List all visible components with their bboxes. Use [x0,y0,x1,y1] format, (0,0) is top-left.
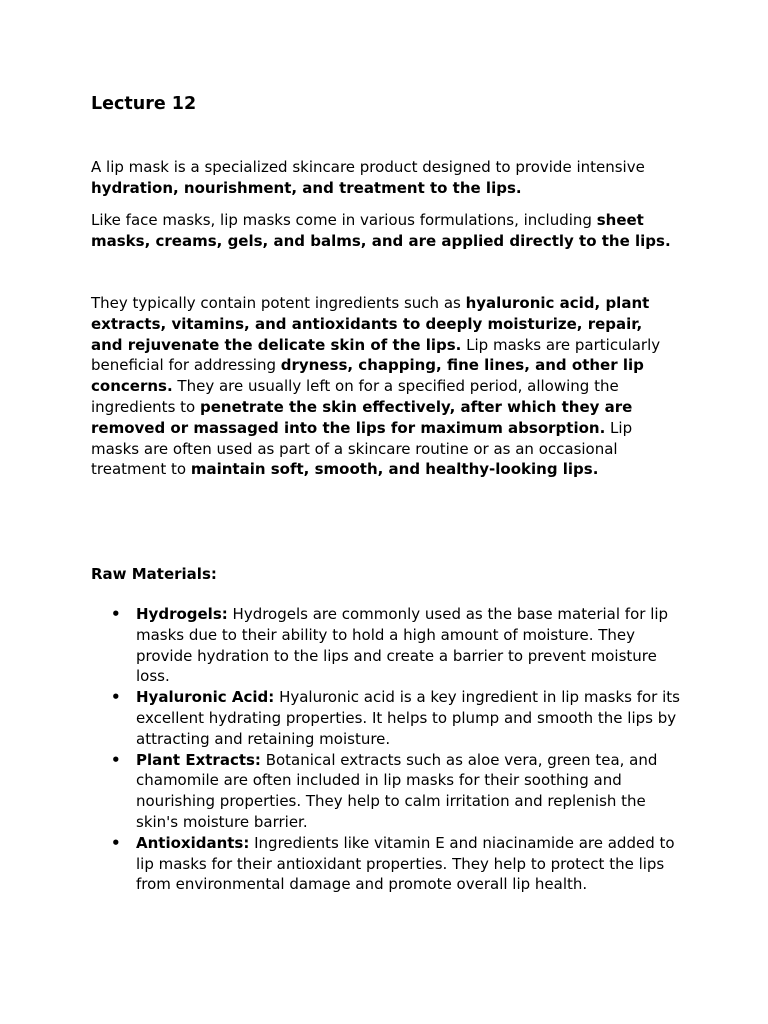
raw-materials-list [91,604,686,895]
page-title: Lecture 12 [91,94,197,114]
raw-materials-heading: Raw Materials: [91,565,217,583]
paragraph-bold-text: maintain soft, smooth, and healthy-looking lips. [190,460,599,479]
list-item [91,833,686,895]
list-item-term: Plant Extracts: [136,750,261,769]
list-item-text: Hydrogels are commonly used as the base material for lip masks due to their ability to hold a high amount of moisture. They provide hydration to the lips and create a barrier to prevent moisture loss. [136,605,669,686]
list-item-term: Antioxidants: [136,833,250,852]
paragraph-bold-text: dryness, chapping, fine lines, and other lip concerns. [91,356,644,396]
intro-paragraph [91,157,681,199]
paragraph-bold-text: hyaluronic acid, plant extracts, vitamins, and antioxidants to deeply moisturize, repair, and rejuvenate the delicate skin of the lips. [91,294,650,354]
bullet-icon: • [111,833,121,852]
list-item-text: Hyaluronic acid is a key ingredient in lip masks for its excellent hydrating properties. It helps to plump and smooth the lips by attracting and retaining moisture. [136,688,680,748]
list-item [91,687,686,749]
list-item-term: Hyaluronic Acid: [136,688,275,707]
paragraph-text: They are usually left on for a specified period, allowing the ingredients to [91,377,619,416]
list-item [91,750,686,833]
paragraph-bold-text: penetrate the skin effectively, after which they are removed or massaged into the lips for maximum absorption. [91,397,633,437]
paragraph-text: They typically contain potent ingredients such as [91,294,466,312]
list-item [91,604,686,687]
list-item-text: Ingredients like vitamin E and niacinamide are added to lip masks for their antioxidant properties. They help to protect the lips from environmental damage and promote overall lip health. [136,833,675,894]
formulations-paragraph [91,210,681,252]
paragraph-text: Lip masks are often used as part of a skincare routine or as an occasional treatment to [91,418,633,479]
list-item-term: Hydrogels: [136,605,228,623]
ingredients-paragraph [91,293,669,480]
list-item-text: Botanical extracts such as aloe vera, green tea, and chamomile are often included in lip masks for their soothing and nourishing properties. They help to calm irritation and replenish the skin's moisture barrier. [136,750,658,831]
paragraph-text: Lip masks are particularly beneficial for addressing [91,335,661,375]
bullet-icon: • [111,688,121,707]
bullet-icon: • [111,605,121,623]
bullet-icon: • [111,750,121,769]
paragraph-text: Like face masks, lip masks come in various formulations, including [91,211,597,229]
paragraph-text: A lip mask is a specialized skincare product designed to provide intensive [91,158,645,176]
paragraph-bold-text: hydration, nourishment, and treatment to the lips. [91,178,522,197]
paragraph-bold-text: sheet masks, creams, gels, and balms, and are applied directly to the lips. [91,211,671,250]
